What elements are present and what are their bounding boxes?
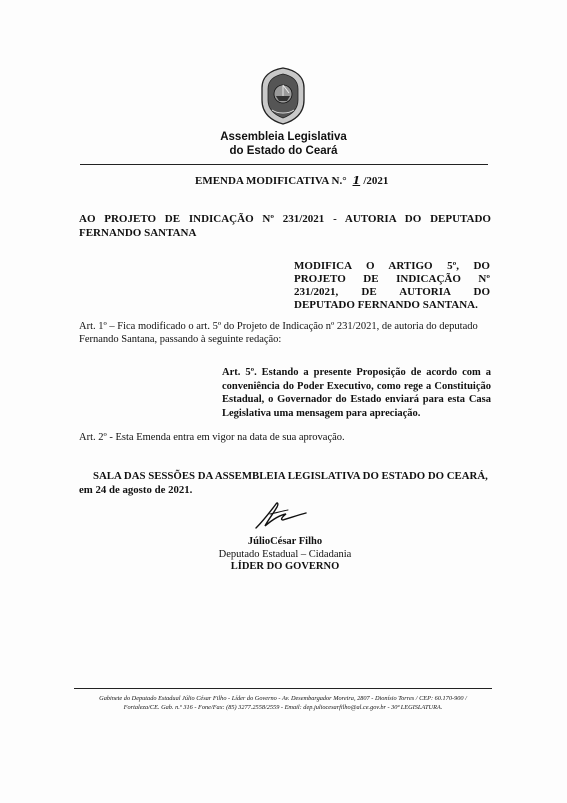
- article-5-new-text: Art. 5º. Estando a presente Proposição de acordo com a conveniência do Poder Executivo, como rege a Constituição Estadual, o Governador do Estado enviará para esta Casa Legislativa uma mensagem para apreciação.: [222, 367, 491, 419]
- title-prefix: EMENDA MODIFICATIVA N.°: [195, 175, 347, 187]
- assembly-name-line-2: do Estado do Ceará: [229, 145, 338, 157]
- signer-title: LÍDER DO GOVERNO: [230, 561, 340, 572]
- project-reference: AO PROJETO DE INDICAÇÃO Nº 231/2021 - AUTORIA DO DEPUTADO FERNANDO SANTANA: [79, 213, 491, 239]
- state-coat-of-arms-seal: [258, 66, 308, 126]
- footer-line-2: Fortaleza/CE. Gab. n.º 316 - Fone/Fax: (85) 3277.2558/2559 - Email: dep.juliocesarfilho@al.ce.gov.br - 30ª LEGISLATURA.: [123, 704, 443, 711]
- header-divider: [80, 164, 488, 165]
- amendment-number: 1: [352, 174, 361, 187]
- article-2: Art. 2º - Esta Emenda entra em vigor na data de sua aprovação.: [79, 432, 345, 443]
- amendment-summary: MODIFICA O ARTIGO 5º, DO PROJETO DE INDICAÇÃO Nº 231/2021, DE AUTORIA DO DEPUTADO FERNANDO SANTANA.: [294, 260, 490, 311]
- signer-name: JúlioCésar Filho: [247, 536, 323, 547]
- footer-contact: [74, 694, 492, 712]
- amendment-title: [195, 174, 388, 187]
- assembly-name-line-1: Assembleia Legislativa: [220, 131, 347, 143]
- handwritten-signature: [250, 498, 310, 532]
- footer-line-1: Gabinete do Deputado Estadual Júlio César Filho - Líder do Governo - Av. Desembargador Moreira, 2807 - Dionísio Torres / CEP: 60.170-900 /: [99, 695, 467, 702]
- session-hall-closing: SALA DAS SESSÕES DA ASSEMBLEIA LEGISLATIVA DO ESTADO DO CEARÁ, em 24 de agosto de 2021.: [79, 470, 488, 496]
- signer-role: Deputado Estadual – Cidadania: [218, 549, 352, 560]
- title-suffix: /2021: [363, 175, 389, 187]
- footer-divider: [74, 688, 492, 689]
- article-1: Art. 1º – Fica modificado o art. 5º do Projeto de Indicação nº 231/2021, de autoria do deputado Fernando Santana, passando à seguinte redação:: [79, 321, 478, 345]
